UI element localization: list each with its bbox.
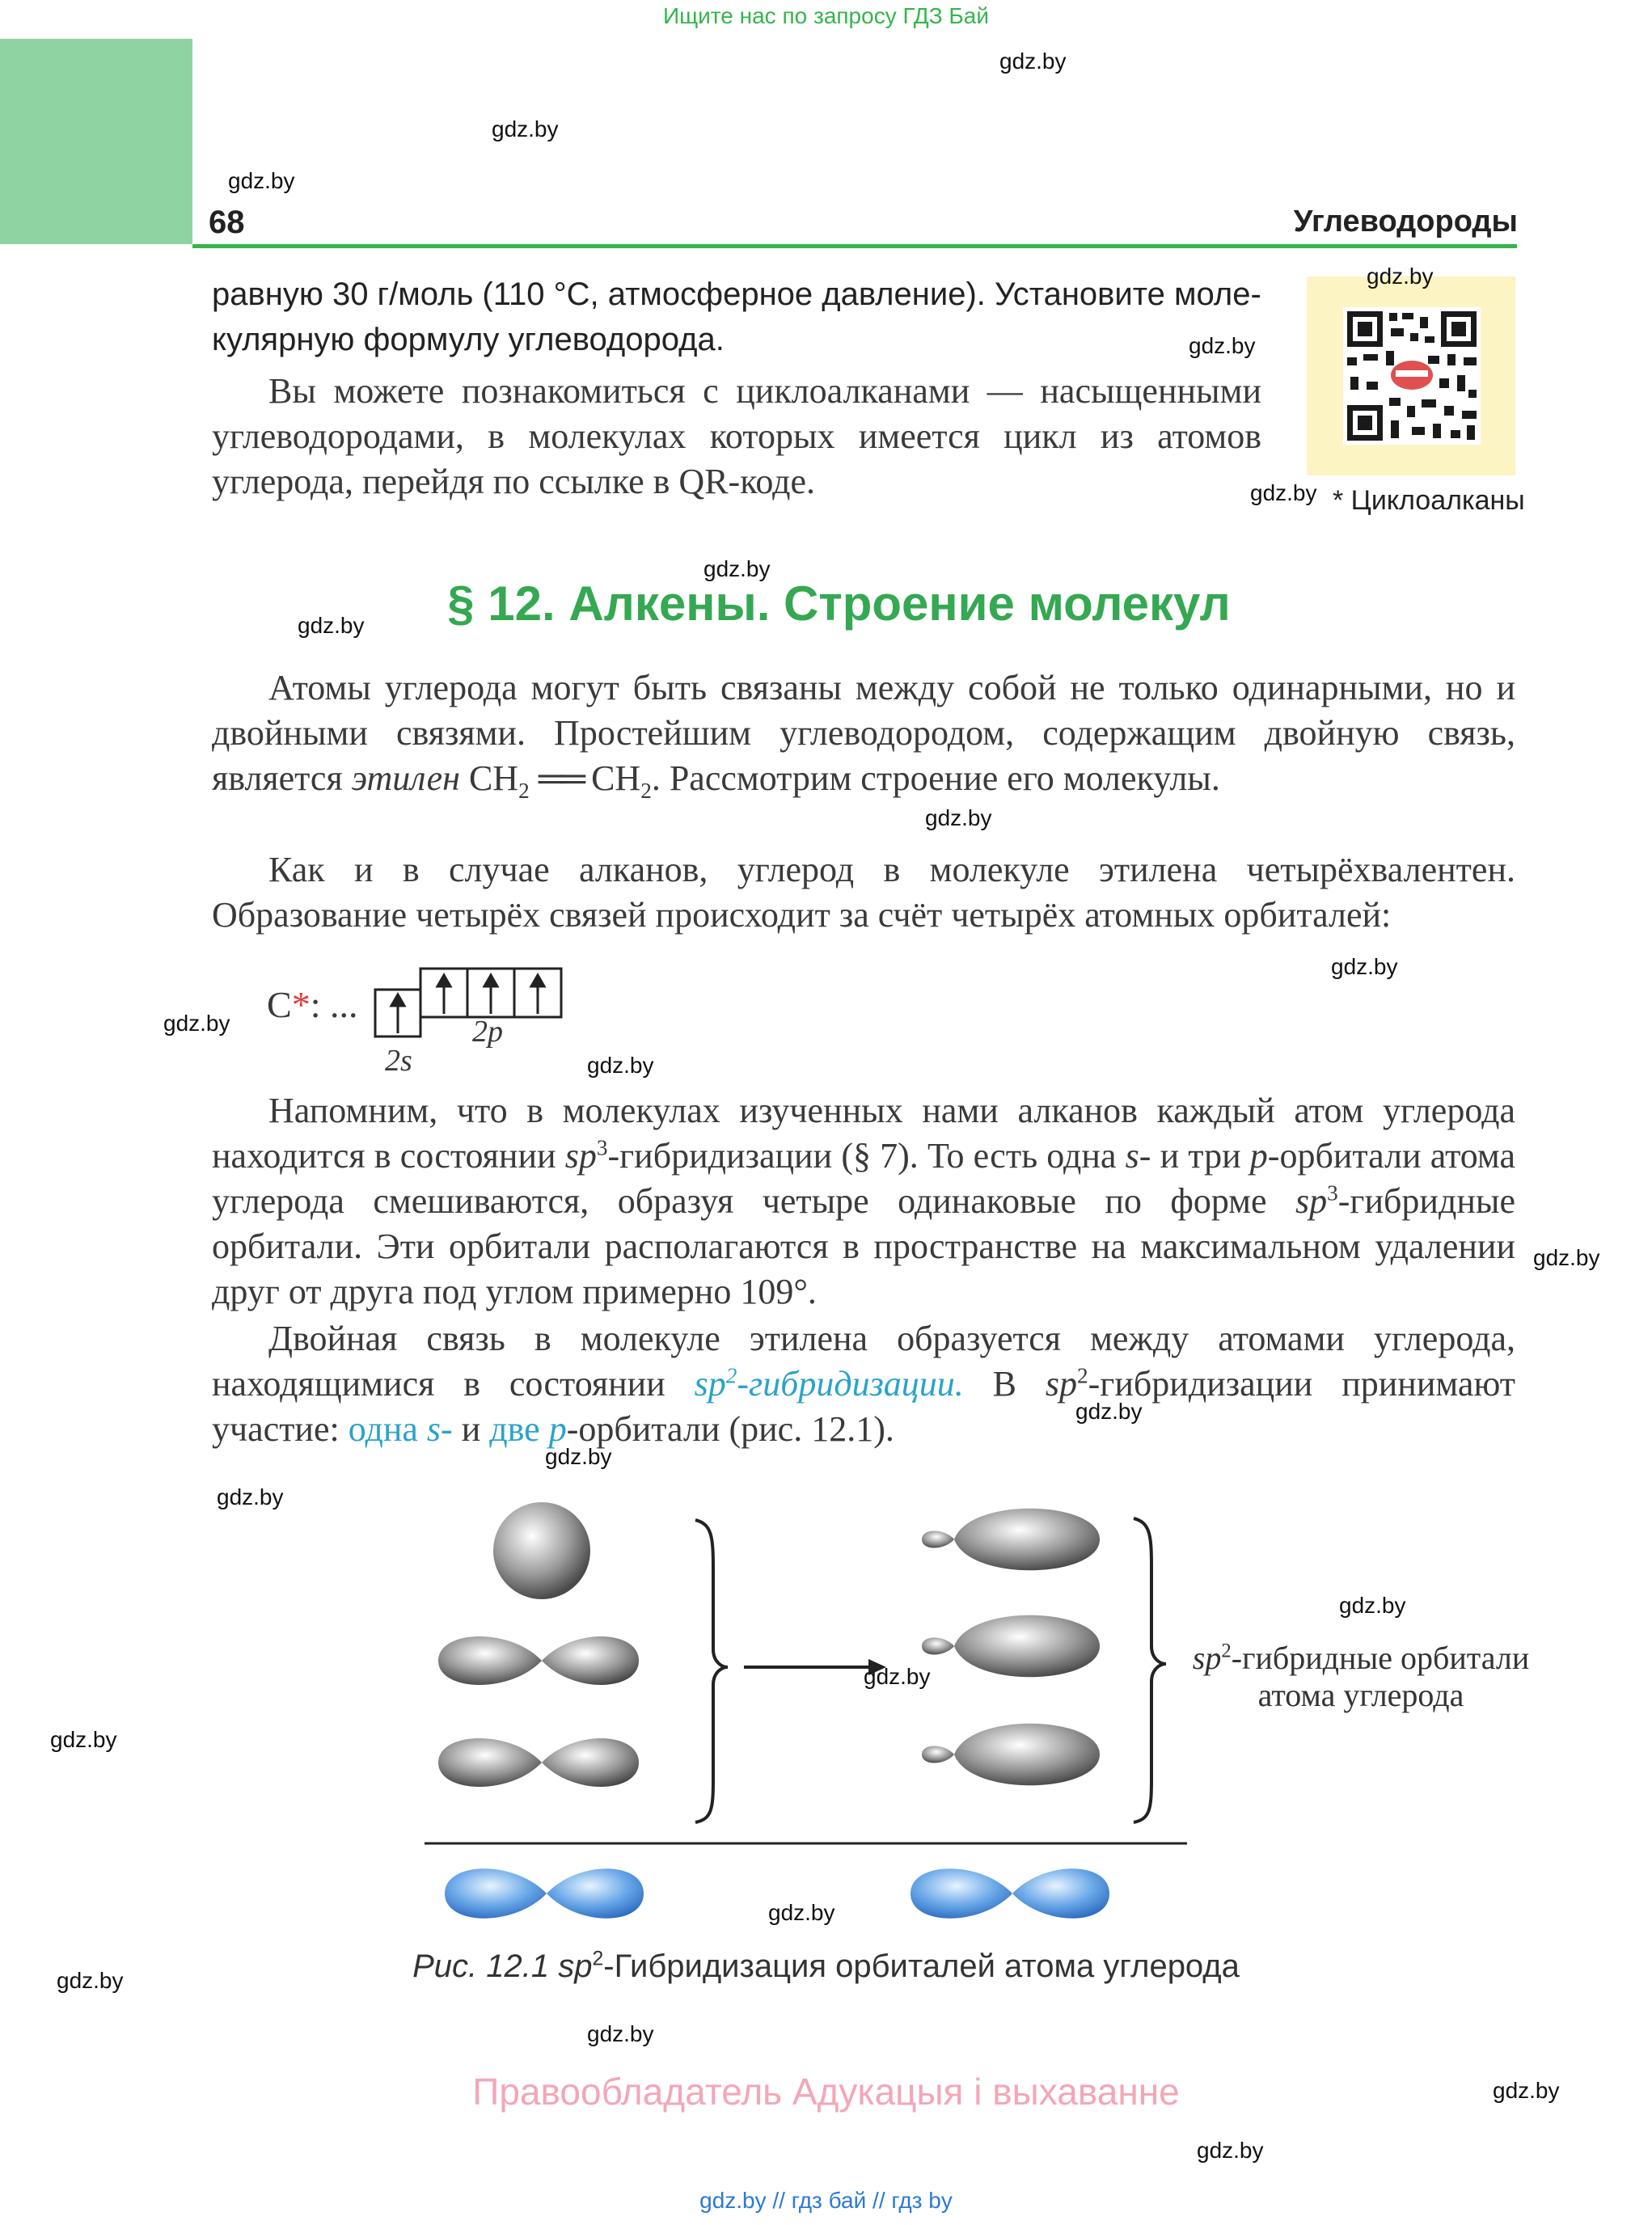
p-orbital-1 xyxy=(438,1636,639,1685)
watermark: gdz.by xyxy=(999,49,1067,74)
p4-c: -гибридизации принимают участие: xyxy=(212,1364,1515,1449)
p3-a: Напомним, что в молекулах изученных нами алканов каждый атом углерода находится в состоянии xyxy=(212,1091,1515,1176)
bottom-links[interactable]: gdz.by // гдз бай // гдз by xyxy=(699,2188,953,2213)
p3-b: -гибридизации (§ 7). То есть одна xyxy=(607,1136,1126,1176)
chapter-title: Углеводороды xyxy=(1293,205,1518,239)
s-orbital-sphere xyxy=(493,1502,590,1599)
sp2-label-line-2: атома углерода xyxy=(1257,1677,1464,1713)
task-line-2: кулярную формулу углеводорода. xyxy=(212,322,725,357)
p3-sup: 3 xyxy=(596,1135,608,1160)
p4-one-s: одна s- xyxy=(348,1409,453,1449)
hybridization-figure xyxy=(404,1488,1310,1940)
p1-formula: $CH_2$ ══ $CH_2$ xyxy=(468,758,652,803)
section-heading xyxy=(0,576,1652,631)
top-banner[interactable]: Ищите нас по запросу ГДЗ Бай xyxy=(662,3,990,28)
left-bracket xyxy=(695,1520,728,1822)
p3-e: -гибридные орбитали. Эти орбитали располагаются в пространстве на максимальном удалении друг от друга под углом примерно 109°. xyxy=(212,1181,1515,1311)
watermark: gdz.by xyxy=(703,556,771,581)
p3-sp-2: sp xyxy=(1295,1181,1328,1221)
p4-sup: 2 xyxy=(1077,1363,1088,1388)
orbital-label-2p: 2p xyxy=(472,1015,503,1049)
sp2-orbital-2 xyxy=(922,1615,1100,1678)
watermark: gdz.by xyxy=(1075,1399,1143,1424)
p4-d: -орбитали (рис. 12.1). xyxy=(566,1409,894,1449)
watermark: gdz.by xyxy=(925,805,992,830)
sp2-label-line-1: $sp^2$-гибридные орбитали xyxy=(1192,1640,1530,1676)
p3-s: s xyxy=(1125,1136,1139,1176)
right-bracket xyxy=(1134,1518,1166,1822)
p4-b: В xyxy=(963,1364,1046,1404)
p1-text-1: Атомы углерода могут быть связаны между собой не только одинарными, но и двойными связями. Простейшим углеводородом, содержащим двойную связь, является xyxy=(212,668,1515,798)
sp2-orbital-label xyxy=(1187,1640,1535,1714)
watermark: gdz.by xyxy=(545,1444,612,1469)
p1-text-2: . Рассмотрим строение его молекулы. xyxy=(651,758,1220,798)
watermark: gdz.by xyxy=(57,1968,124,1993)
sp2-orbital-3 xyxy=(922,1724,1100,1786)
watermark: gdz.by xyxy=(587,2021,654,2046)
task-text xyxy=(212,272,1261,362)
watermark: gdz.by xyxy=(587,1053,654,1078)
unhybridized-p-orbital-left xyxy=(445,1868,644,1919)
p3-sp: sp xyxy=(564,1136,597,1176)
cycloalkanes-note: Вы можете познакомиться с циклоалканами — насыщенными углеводородами, в молекулах которых имеется цикл из атомов углерода, перейдя по ссылке в QR-коде. xyxy=(212,371,1261,501)
watermark: gdz.by xyxy=(1533,1245,1600,1270)
p4-blue-term: $sp^2$-гибридизации. xyxy=(694,1363,964,1404)
p4-a: Двойная связь в молекуле этилена образуется между атомами углерода, находящимися в состоянии xyxy=(212,1319,1515,1404)
orbital-label-2s: 2s xyxy=(385,1044,412,1078)
figure-caption: Рис. 12.1 $sp^2$-Гибридизация орбиталей атома углерода xyxy=(412,1948,1240,1984)
p4-sp: sp xyxy=(1045,1364,1078,1404)
header-rule xyxy=(192,244,1517,248)
p-orbital-2 xyxy=(438,1738,639,1787)
p3-sup-2: 3 xyxy=(1327,1180,1338,1205)
paragraph-ethylene xyxy=(212,665,1515,801)
watermark: gdz.by xyxy=(1367,264,1434,289)
watermark: gdz.by xyxy=(50,1727,117,1752)
watermark: gdz.by xyxy=(1339,1593,1406,1618)
paragraph-sp3 xyxy=(212,1088,1515,1315)
watermark: gdz.by xyxy=(768,1900,835,1925)
watermark: gdz.by xyxy=(228,168,295,193)
green-page-tab xyxy=(0,39,192,244)
section-heading-text: § 12. Алкены. Строение молекул xyxy=(447,576,1231,631)
watermark: gdz.by xyxy=(1250,480,1317,505)
p3-d: -орбитали атома углерода смешиваются, образуя четыре одинаковые по форме xyxy=(212,1136,1516,1221)
p4-two-p: две p xyxy=(489,1409,567,1449)
page-number: 68 xyxy=(209,205,245,240)
watermark: gdz.by xyxy=(1197,2138,1264,2163)
sp2-orbital-1 xyxy=(922,1509,1100,1571)
qr-code-panel[interactable] xyxy=(1307,277,1515,475)
watermark: gdz.by xyxy=(864,1664,931,1689)
p3-c: - и три xyxy=(1139,1136,1250,1176)
watermark: gdz.by xyxy=(492,116,559,141)
watermark: gdz.by xyxy=(163,1011,230,1036)
qr-code-icon[interactable] xyxy=(1307,277,1515,475)
p3-p: p xyxy=(1249,1136,1268,1176)
watermark: gdz.by xyxy=(298,613,365,638)
watermark: gdz.by xyxy=(1493,2078,1560,2103)
watermark: gdz.by xyxy=(1189,333,1256,358)
paragraph-valence: Как и в случае алканов, углерод в молекуле этилена четырёхвалентен. Образование четырёх связей происходит за счёт четырёх атомных орбиталей: xyxy=(212,850,1515,935)
orbital-atom-label: C*: ... xyxy=(267,984,358,1025)
watermark: gdz.by xyxy=(217,1484,284,1509)
copyright-notice: Правообладатель Адукацыя і выхаванне xyxy=(472,2071,1180,2113)
paragraph-sp2 xyxy=(212,1316,1515,1452)
watermark: gdz.by xyxy=(1331,954,1398,979)
task-line-1: равную 30 г/моль (110 °С, атмосферное давление). Установите моле- xyxy=(212,277,1261,312)
p4-and: и xyxy=(452,1409,490,1449)
unhybridized-p-orbital-right xyxy=(911,1868,1109,1919)
p1-term-ethylene: этилен xyxy=(351,758,460,798)
qr-caption: * Циклоалканы xyxy=(1333,485,1525,516)
